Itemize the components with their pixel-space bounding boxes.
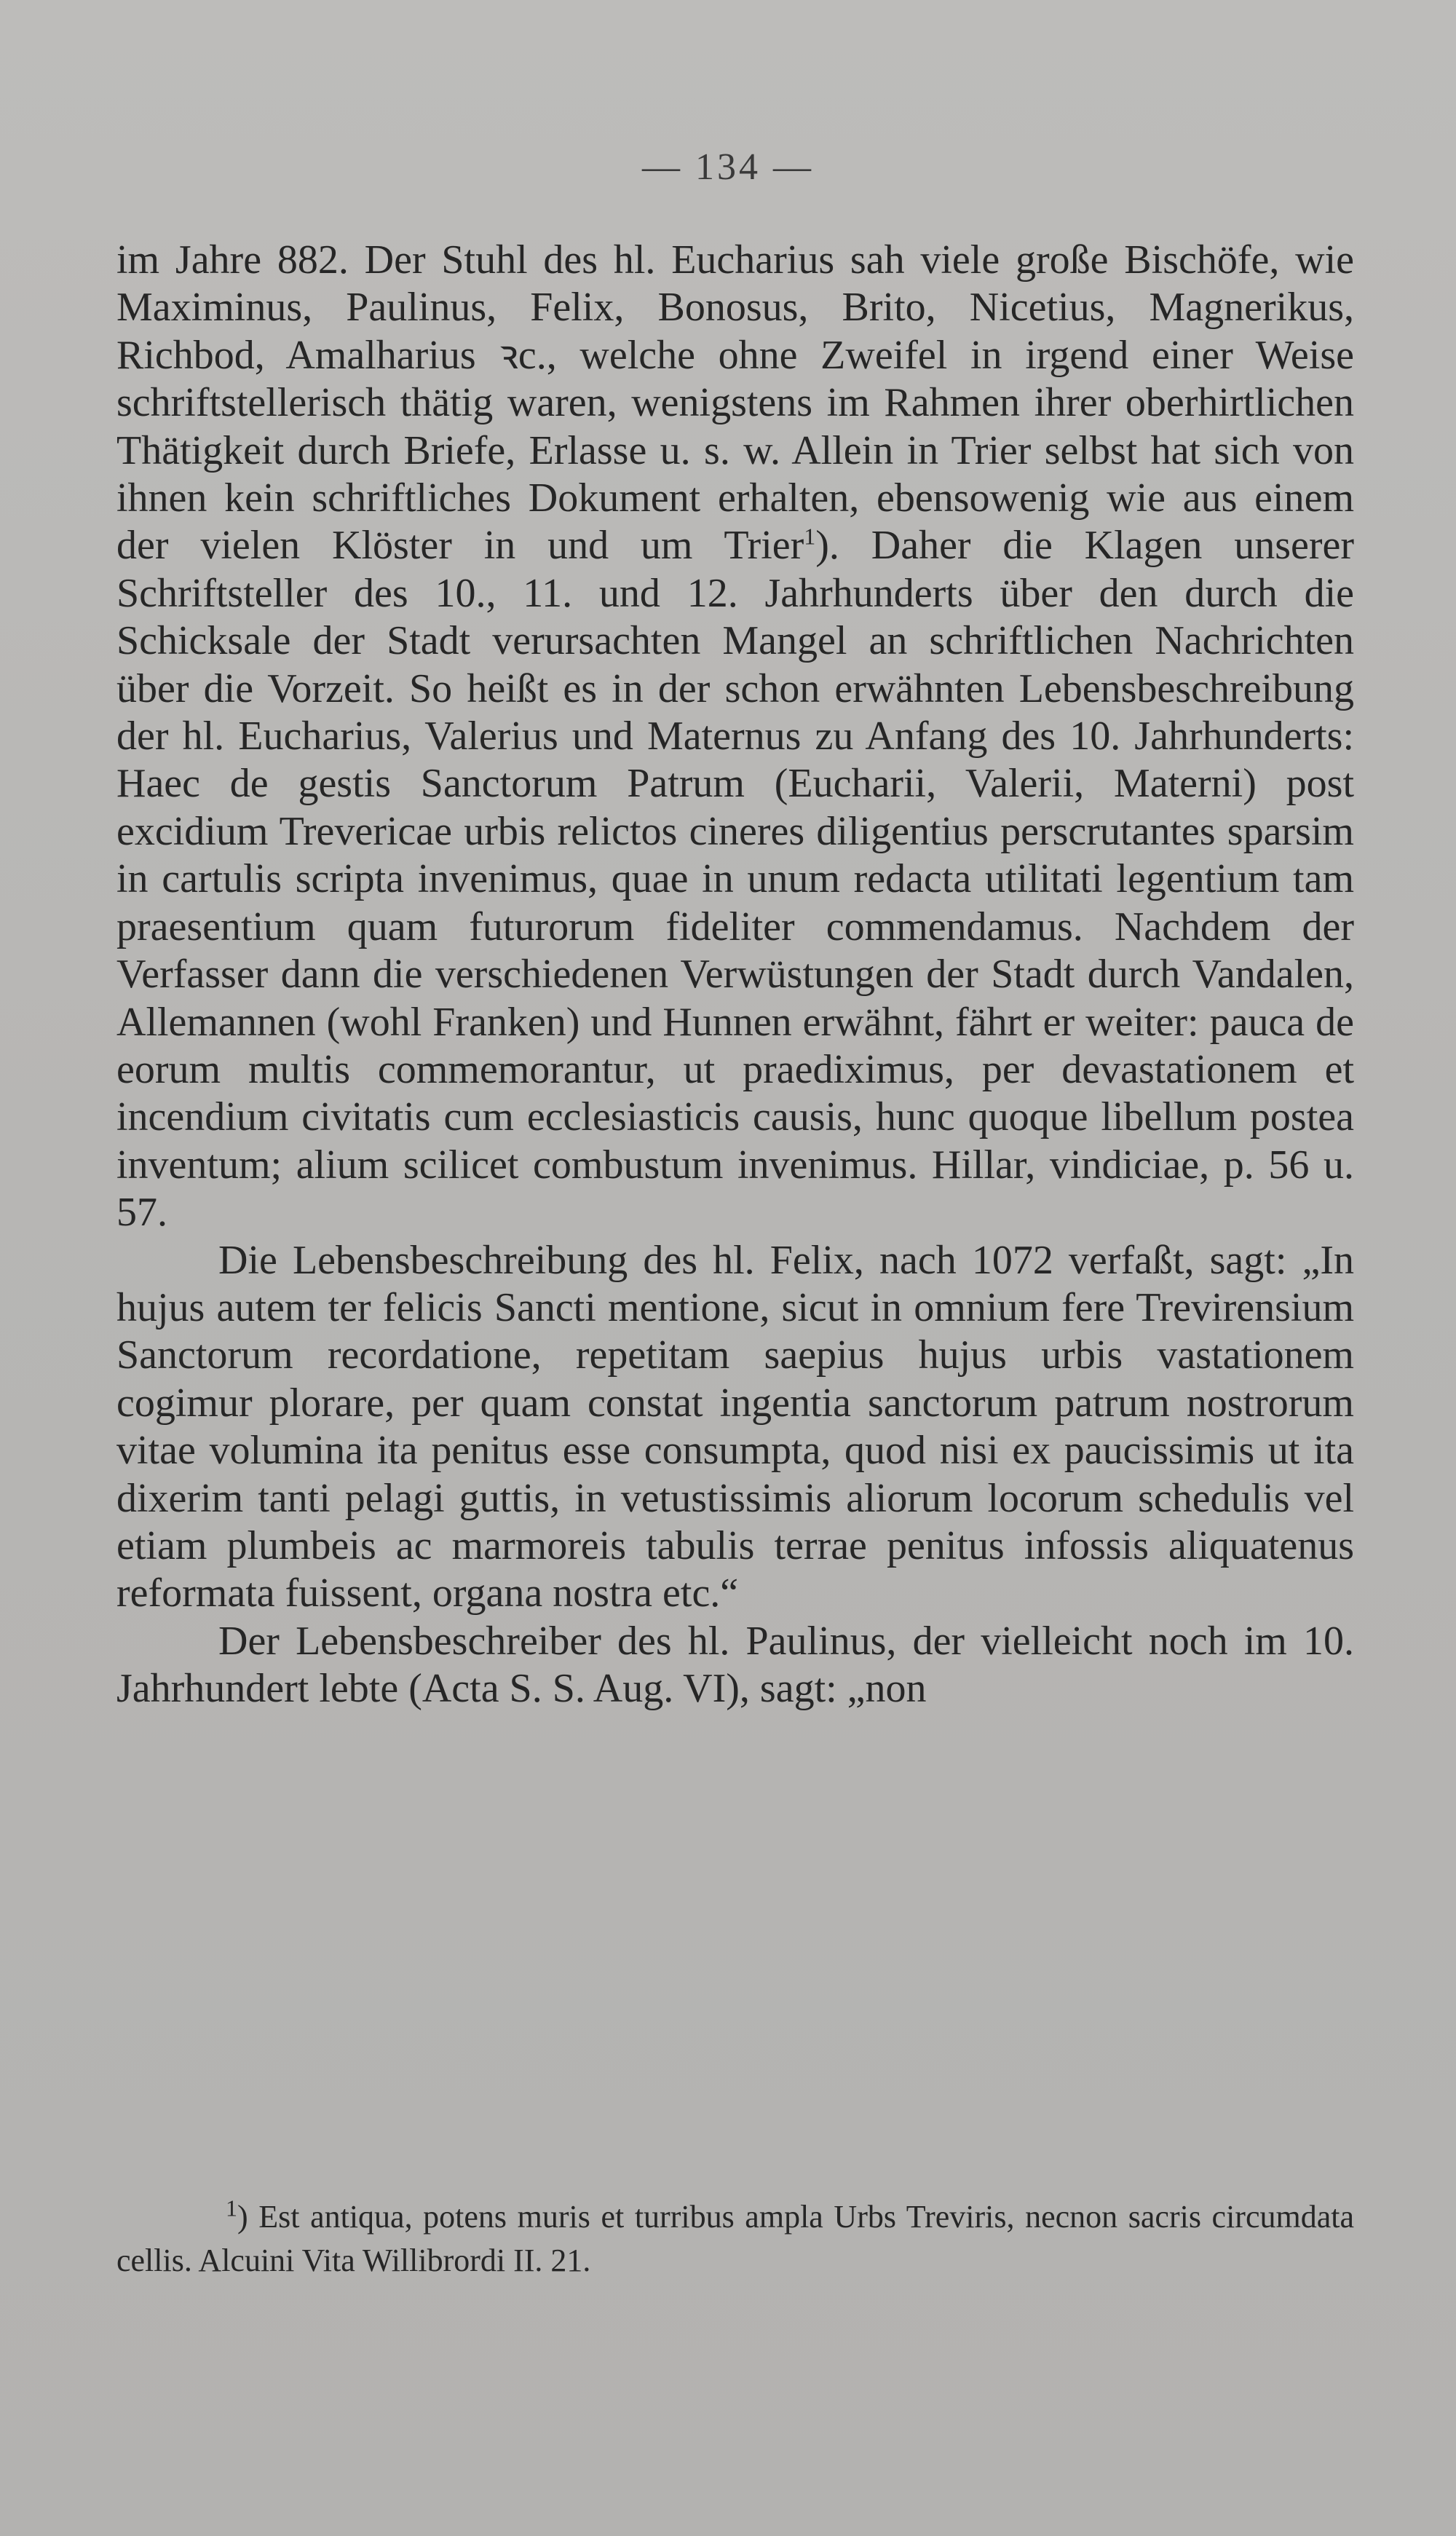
- paragraph-1-text-a: im Jahre 882. Der Stuhl des hl. Eucharius sah viele große Bischöfe, wie Maximinus, Paulinus, Felix, Bonosus, Brito, Nicetius, Magnerikus, Richbod, Amalharius ꝛc., welche ohne Zweifel in irgend einer Weise schriftstellerisch thätig waren, wenigstens im Rahmen ihrer oberhirtlichen Thätigkeit durch Briefe, Erlasse u. s. w. Allein in Trier selbst hat sich von ihnen kein schriftliches Dokument erhalten, ebensowenig wie aus einem der vielen Klöster in und um Trier: [116, 237, 1354, 569]
- footnote-text: [116, 2195, 1354, 2283]
- footnote-reference: 1: [804, 523, 816, 550]
- footnote-marker: 1: [226, 2195, 237, 2221]
- paragraph-1: [116, 237, 1354, 1237]
- footnote: [116, 2195, 1354, 2283]
- paragraph-1-text-b: ). Daher die Klagen unserer Schriftsteller des 10., 11. und 12. Jahrhunderts über den durch die Schicksale der Stadt verursachten Mangel an schriftlichen Nachrichten über die Vorzeit. So heißt es in der schon erwähnten Lebensbeschreibung der hl. Eucharius, Valerius und Maternus zu Anfang des 10. Jahrhunderts: Haec de gestis Sanctorum Patrum (Eucharii, Valerii, Materni) post excidium Trevericae urbis relictos cineres diligentius perscrutantes sparsim in cartulis scripta invenimus, quae in unum redacta utilitati legentium tam praesentium quam futurorum fideliter commendamus. Nachdem der Verfasser dann die verschiedenen Verwüstungen der Stadt durch Vandalen, Allemannen (wohl Franken) und Hunnen erwähnt, fährt er weiter: pauca de eorum multis commemorantur, ut praediximus, per devastationem et incendium civitatis cum ecclesiasticis causis, hunc quoque libellum postea inventum; alium scilicet combustum invenimus. Hillar, vindiciae, p. 56 u. 57.: [116, 523, 1355, 1236]
- paragraph-2: Die Lebensbeschreibung des hl. Felix, nach 1072 verfaßt, sagt: „In hujus autem ter felicis Sancti mentione, sicut in omnium fere Trevirensium Sanctorum recordatione, repetitam saepius hujus urbis vastationem cogimur plorare, per quam constat ingentia sanctorum patrum nostrorum vitae volumina ita penitus esse consumpta, quod nisi ex paucissimis ut ita dixerim tanti pelagi guttis, in vetustissimis aliorum locorum schedulis vel etiam plumbeis ac marmoreis tabulis terrae penitus infossis aliquatenus reformata fuissent, organa nostra etc.“: [116, 1237, 1354, 1616]
- paragraph-3: Der Lebensbeschreiber des hl. Paulinus, der vielleicht noch im 10. Jahrhundert lebte (Acta S. S. Aug. VI), sagt: „non: [116, 1618, 1354, 1712]
- footnote-body: ) Est antiqua, potens muris et turribus ampla Urbs Treviris, necnon sacris circumdata cellis. Alcuini Vita Willibrordi II. 21.: [116, 2199, 1354, 2278]
- page-number: — 134 —: [642, 146, 814, 188]
- main-text: [116, 237, 1354, 1713]
